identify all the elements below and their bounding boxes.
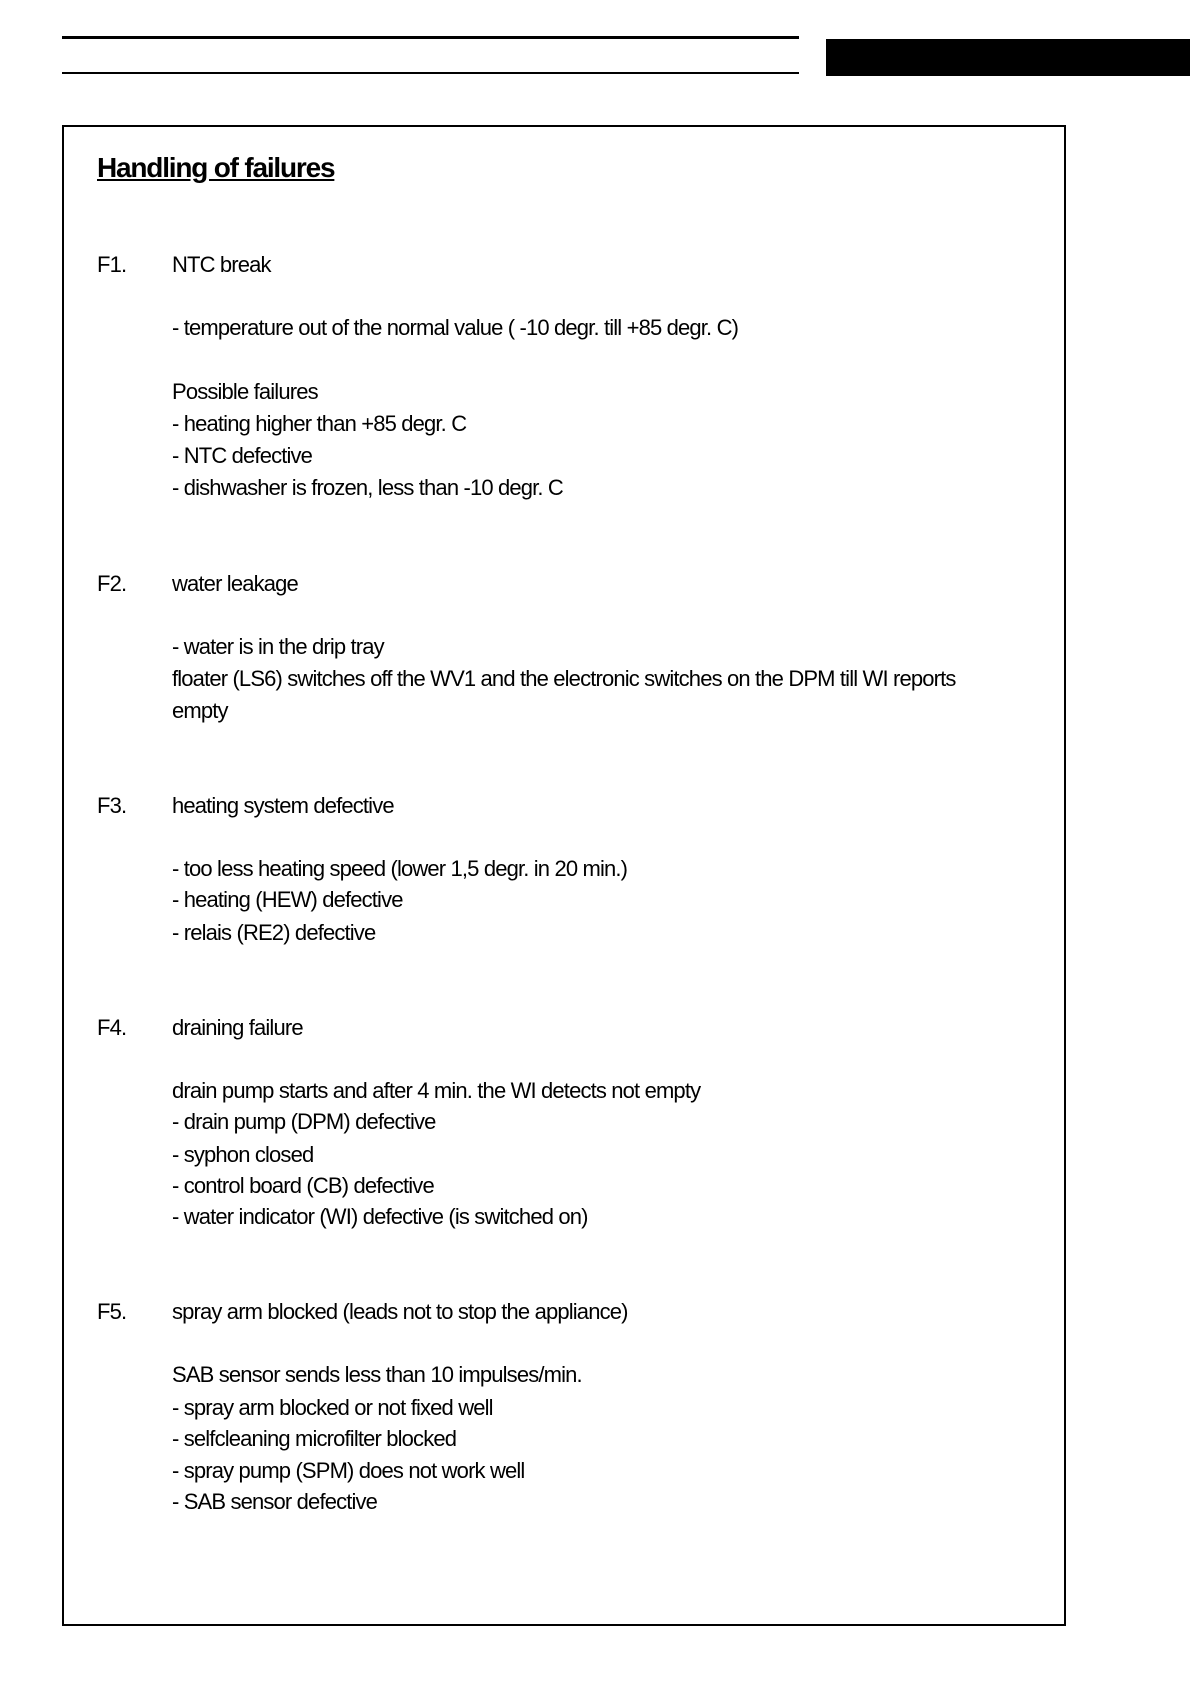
failure-line: - drain pump (DPM) defective xyxy=(172,1109,436,1134)
header-black-tab xyxy=(826,39,1190,76)
failure-line: - water is in the drip tray xyxy=(172,634,384,659)
failure-code: F3. xyxy=(97,793,127,818)
failure-code: F5. xyxy=(97,1299,127,1324)
failure-code: F4. xyxy=(97,1015,127,1040)
failure-line: - NTC defective xyxy=(172,443,313,468)
failure-line: - selfcleaning microfilter blocked xyxy=(172,1426,457,1451)
failure-line: - water indicator (WI) defective (is switched on) xyxy=(172,1204,588,1229)
failure-line: - heating (HEW) defective xyxy=(172,887,403,912)
failure-line: - syphon closed xyxy=(172,1142,314,1167)
header-rule-top xyxy=(62,36,799,39)
failure-name: water leakage xyxy=(172,571,298,596)
failure-name: NTC break xyxy=(172,252,271,277)
failure-line: - heating higher than +85 degr. C xyxy=(172,411,467,436)
failure-line: - SAB sensor defective xyxy=(172,1489,378,1514)
failure-line: - relais (RE2) defective xyxy=(172,920,376,945)
page-title: Handling of failures xyxy=(97,152,335,183)
failure-line: - spray arm blocked or not fixed well xyxy=(172,1395,493,1420)
failure-name: draining failure xyxy=(172,1015,303,1040)
failure-line: - temperature out of the normal value ( -10 degr. till +85 degr. C) xyxy=(172,315,739,340)
failure-line: SAB sensor sends less than 10 impulses/min. xyxy=(172,1362,582,1387)
failure-line: - spray pump (SPM) does not work well xyxy=(172,1458,525,1483)
failure-line: floater (LS6) switches off the WV1 and the electronic switches on the DPM till WI reports xyxy=(172,666,956,691)
failure-line: - dishwasher is frozen, less than -10 degr. C xyxy=(172,475,563,500)
failure-code: F1. xyxy=(97,252,127,277)
failure-code: F2. xyxy=(97,571,127,596)
failure-line: - control board (CB) defective xyxy=(172,1173,434,1198)
failure-name: heating system defective xyxy=(172,793,394,818)
header-rule-bottom xyxy=(62,72,799,74)
failure-line: drain pump starts and after 4 min. the WI detects not empty xyxy=(172,1078,701,1103)
failure-name: spray arm blocked (leads not to stop the appliance) xyxy=(172,1299,628,1324)
failure-line: Possible failures xyxy=(172,379,318,404)
failure-line: empty xyxy=(172,698,228,723)
failure-line: - too less heating speed (lower 1,5 degr. in 20 min.) xyxy=(172,856,628,881)
